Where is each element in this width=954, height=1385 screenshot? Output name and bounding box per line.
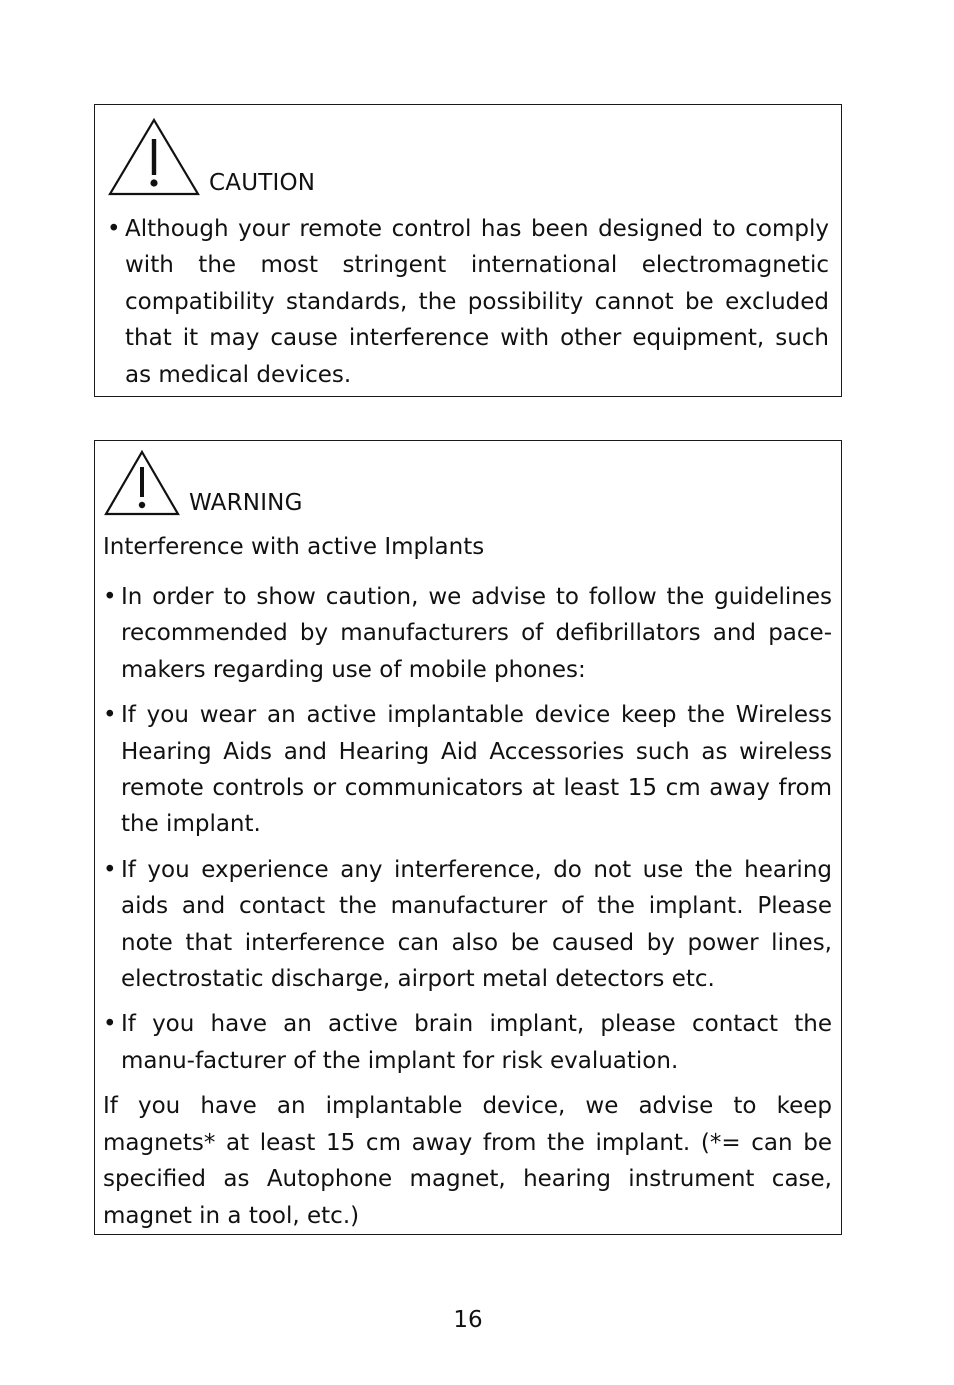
warning-content [103, 529, 832, 1234]
list-item: • Although your remote control has been designed to comply with the most stringent international electromagnetic compatibility standards, the possibility cannot be excluded that it may cause interference with other equipment, such as medical devices. [107, 216, 829, 388]
caution-box [94, 104, 842, 397]
warning-heading [103, 449, 303, 517]
warning-subheading: Interference with active Implants [103, 534, 485, 560]
warning-label: WARNING [189, 490, 303, 516]
warning-bullet-list [103, 579, 832, 1079]
warning-box [94, 440, 842, 1235]
page-number: 16 [453, 1307, 483, 1333]
warning-triangle-icon [103, 449, 181, 517]
warning-triangle-icon [107, 117, 201, 197]
caution-heading [107, 117, 315, 197]
caution-content [107, 211, 829, 393]
list-item: • If you have an active brain implant, please contact the manu-facturer of the implant for risk evaluation. [103, 1011, 832, 1074]
magnet-note: If you have an implantable device, we advise to keep magnets* at least 15 cm away from the implant. (*= can be specified as Autophone magnet, hearing instrument case, magnet in a tool, etc.) [103, 1093, 832, 1229]
list-item: • If you experience any interference, do not use the hearing aids and contact the manufacturer of the implant. Please note that interference can also be caused by power lines, electrostatic discharge, airport metal detectors etc. [103, 856, 832, 993]
list-item: • In order to show caution, we advise to follow the guidelines recommended by manufacturers of defibrillators and pace-makers regarding use of mobile phones: [103, 584, 832, 683]
caution-label: CAUTION [209, 170, 316, 196]
list-item: • If you wear an active implantable device keep the Wireless Hearing Aids and Hearing Aid Accessories such as wireless remote controls or communicators at least 15 cm away from the implant. [103, 702, 832, 838]
caution-bullet-list [107, 211, 829, 393]
